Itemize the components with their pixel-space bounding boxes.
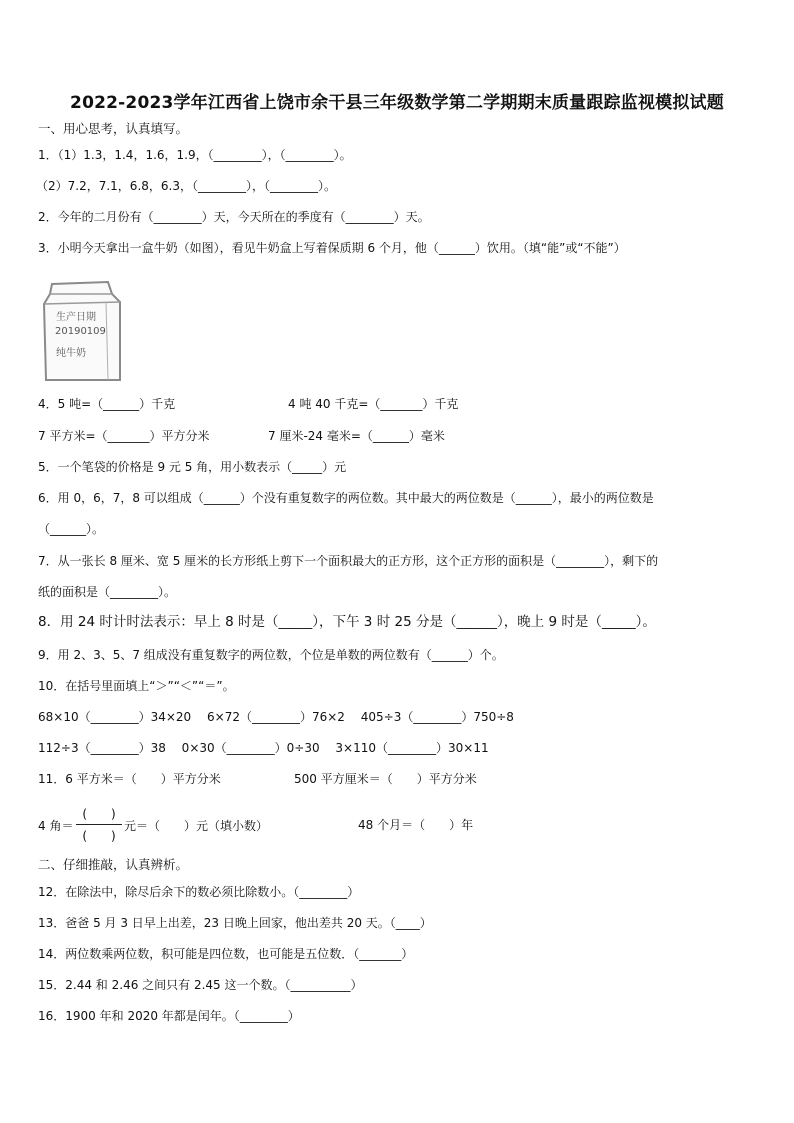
question-11-part-4: 48 个月＝（ ）年 — [358, 818, 474, 832]
question-1-part-2: （2）7.2，7.1，6.8，6.3，（________），（________）。 — [36, 179, 336, 193]
question-14: 14．两位数乘两位数，积可能是四位数，也可能是五位数．（_______） — [38, 947, 414, 961]
fraction-numerator: ( ) — [82, 807, 116, 821]
question-7-line-1: 7．从一张长 8 厘米、宽 5 厘米的长方形纸上剪下一个面积最大的正方形，这个正方形的面积是（________），剩下的 — [38, 554, 659, 568]
question-10: 10．在括号里面填上“＞”“＜”“＝”。 — [38, 679, 235, 693]
question-4-part-3: 7 平方米=（_______）平方分米 — [38, 429, 210, 443]
question-2: 2．今年的二月份有（________）天，今天所在的季度有（________）天。 — [38, 210, 430, 224]
section-heading-2: 二、仔细推敲，认真辨析。 — [38, 857, 189, 872]
question-9: 9．用 2、3、5、7 组成没有重复数字的两位数，个位是单数的两位数有（______）个。 — [38, 648, 504, 662]
milk-carton-figure — [36, 278, 128, 384]
section-heading-1: 一、用心思考，认真填写。 — [38, 121, 189, 136]
question-3: 3．小明今天拿出一盒牛奶（如图），看见牛奶盒上写着保质期 6 个月，他（______）饮用。（填“能”或“不能”） — [38, 241, 626, 255]
milk-label-date-title: 生产日期 — [56, 312, 96, 323]
fraction-suffix: 元＝（ ）元（填小数） — [124, 819, 269, 833]
question-8: 8．用 24 时计时法表示：早上 8 时是（_____），下午 3 时 25 分是（______），晚上 9 时是（_____）。 — [38, 614, 656, 630]
page-title: 2022-2023学年江西省上饶市余干县三年级数学第二学期期末质量跟踪监视模拟试题 — [70, 93, 724, 113]
question-1-part-1: 1．（1）1.3，1.4，1.6，1.9，（________），（________）。 — [38, 148, 352, 162]
question-12: 12．在除法中，除尽后余下的数必须比除数小。（________） — [38, 885, 360, 899]
milk-label-product: 纯牛奶 — [56, 348, 86, 359]
question-4-part-4: 7 厘米-24 毫米=（______）毫米 — [268, 429, 445, 443]
milk-label-date: 20190109 — [55, 326, 106, 337]
question-16: 16．1900 年和 2020 年都是闰年。（________） — [38, 1009, 300, 1023]
question-7-line-2: 纸的面积是（________）。 — [38, 585, 177, 599]
question-4-part-2: 4 吨 40 千克=（_______）千克 — [288, 397, 459, 411]
fraction-bar — [76, 824, 122, 825]
fraction-box — [74, 805, 124, 845]
question-11-part-2: 500 平方厘米＝（ ）平方分米 — [294, 772, 477, 786]
question-5: 5．一个笔袋的价格是 9 元 5 角，用小数表示（_____）元 — [38, 460, 347, 474]
question-6-line-1: 6．用 0，6，7，8 可以组成（______）个没有重复数字的两位数。其中最大的两位数是（______），最小的两位数是 — [38, 491, 654, 505]
fraction-prefix: 4 角＝ — [38, 819, 74, 833]
question-6-line-2: （______）。 — [38, 522, 105, 536]
question-10-row-2: 112÷3（________）38 0×30（________）0÷30 3×110（________）30×11 — [38, 741, 489, 755]
question-10-row-1: 68×10（________）34×20 6×72（________）76×2 405÷3（________）750÷8 — [38, 710, 514, 724]
question-11-part-1: 11．6 平方米＝（ ）平方分米 — [38, 772, 221, 786]
fraction-denominator: ( ) — [82, 829, 116, 843]
question-4-part-1: 4．5 吨=（______）千克 — [38, 397, 176, 411]
question-13: 13．爸爸 5 月 3 日早上出差，23 日晚上回家，他出差共 20 天。（____） — [38, 916, 432, 930]
question-15: 15．2.44 和 2.46 之间只有 2.45 这一个数。（__________） — [38, 978, 363, 992]
